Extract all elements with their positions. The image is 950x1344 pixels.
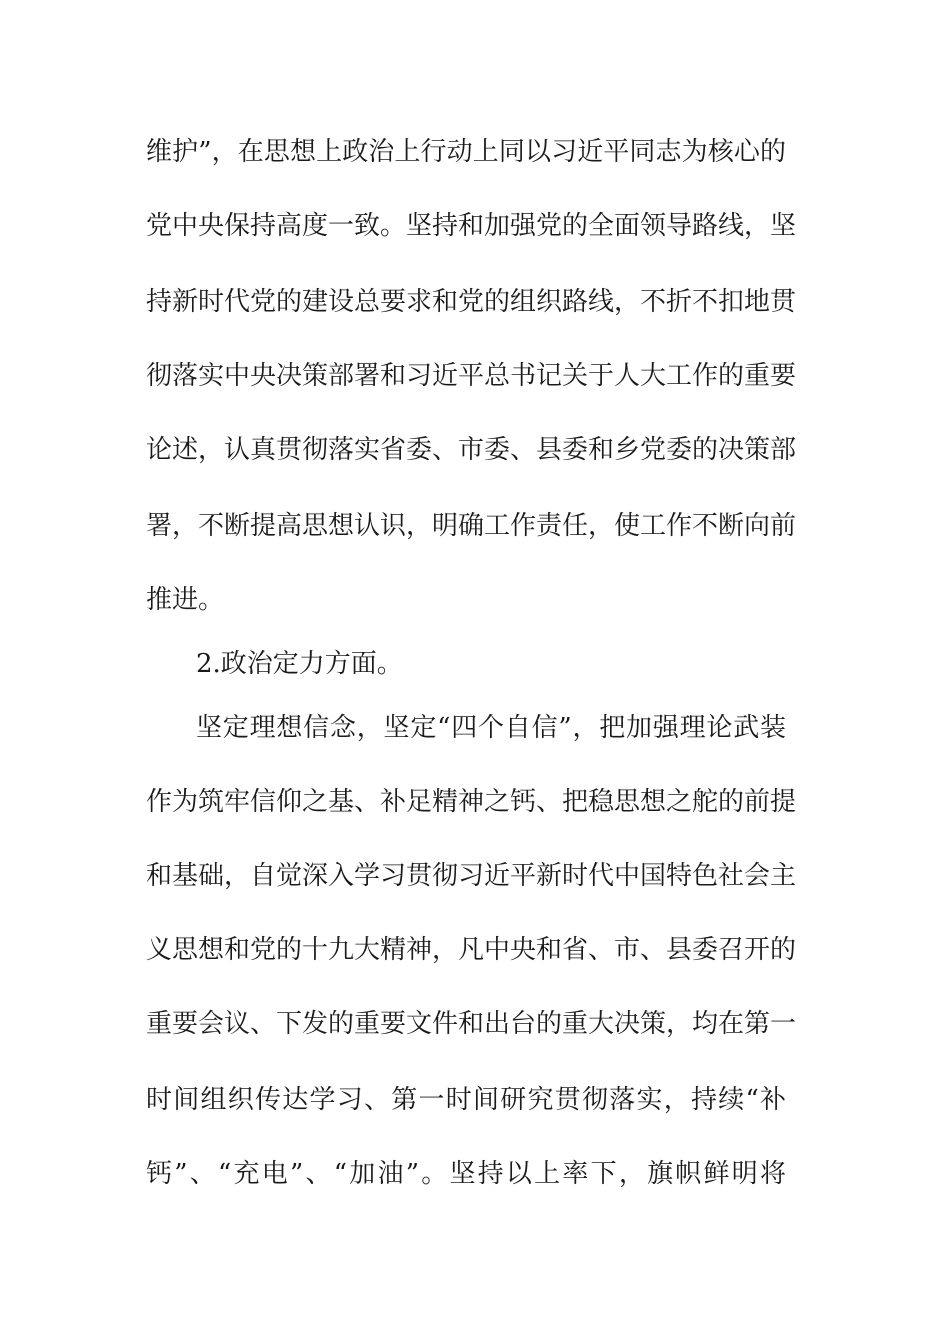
paragraph-line: 署，不断提高思想认识，明确工作责任，使工作不断向前 [146, 511, 797, 541]
paragraph-line: 作为筑牢信仰之基、补足精神之钙、把稳思想之舵的前提 [146, 787, 797, 817]
paragraph-line: 时间组织传达学习、第一时间研究贯彻落实，持续“补 [146, 1085, 786, 1115]
paragraph-line: 持新时代党的建设总要求和党的组织路线，不折不扣地贯 [146, 287, 797, 317]
paragraph-line: 彻落实中央决策部署和习近平总书记关于人大工作的重要 [146, 361, 797, 391]
paragraph-line: 维护”，在思想上政治上行动上同以习近平同志为核心的 [146, 137, 786, 167]
paragraph-line: 义思想和党的十九大精神，凡中央和省、市、县委召开的 [146, 935, 797, 965]
paragraph-line: 论述，认真贯彻落实省委、市委、县委和乡党委的决策部 [146, 435, 797, 465]
section-heading: 2.政治定力方面。 [196, 649, 403, 679]
paragraph-line: 钙”、“充电”、“加油”。坚持以上率下，旗帜鲜明将 [146, 1159, 786, 1189]
paragraph-line: 坚定理想信念，坚定“四个自信”，把加强理论武装 [196, 713, 786, 743]
paragraph-line: 党中央保持高度一致。坚持和加强党的全面领导路线，坚 [146, 211, 797, 241]
paragraph-line: 重要会议、下发的重要文件和出台的重大决策，均在第一 [146, 1009, 797, 1039]
paragraph-line: 推进。 [146, 585, 225, 615]
paragraph-line: 和基础，自觉深入学习贯彻习近平新时代中国特色社会主 [146, 861, 797, 891]
